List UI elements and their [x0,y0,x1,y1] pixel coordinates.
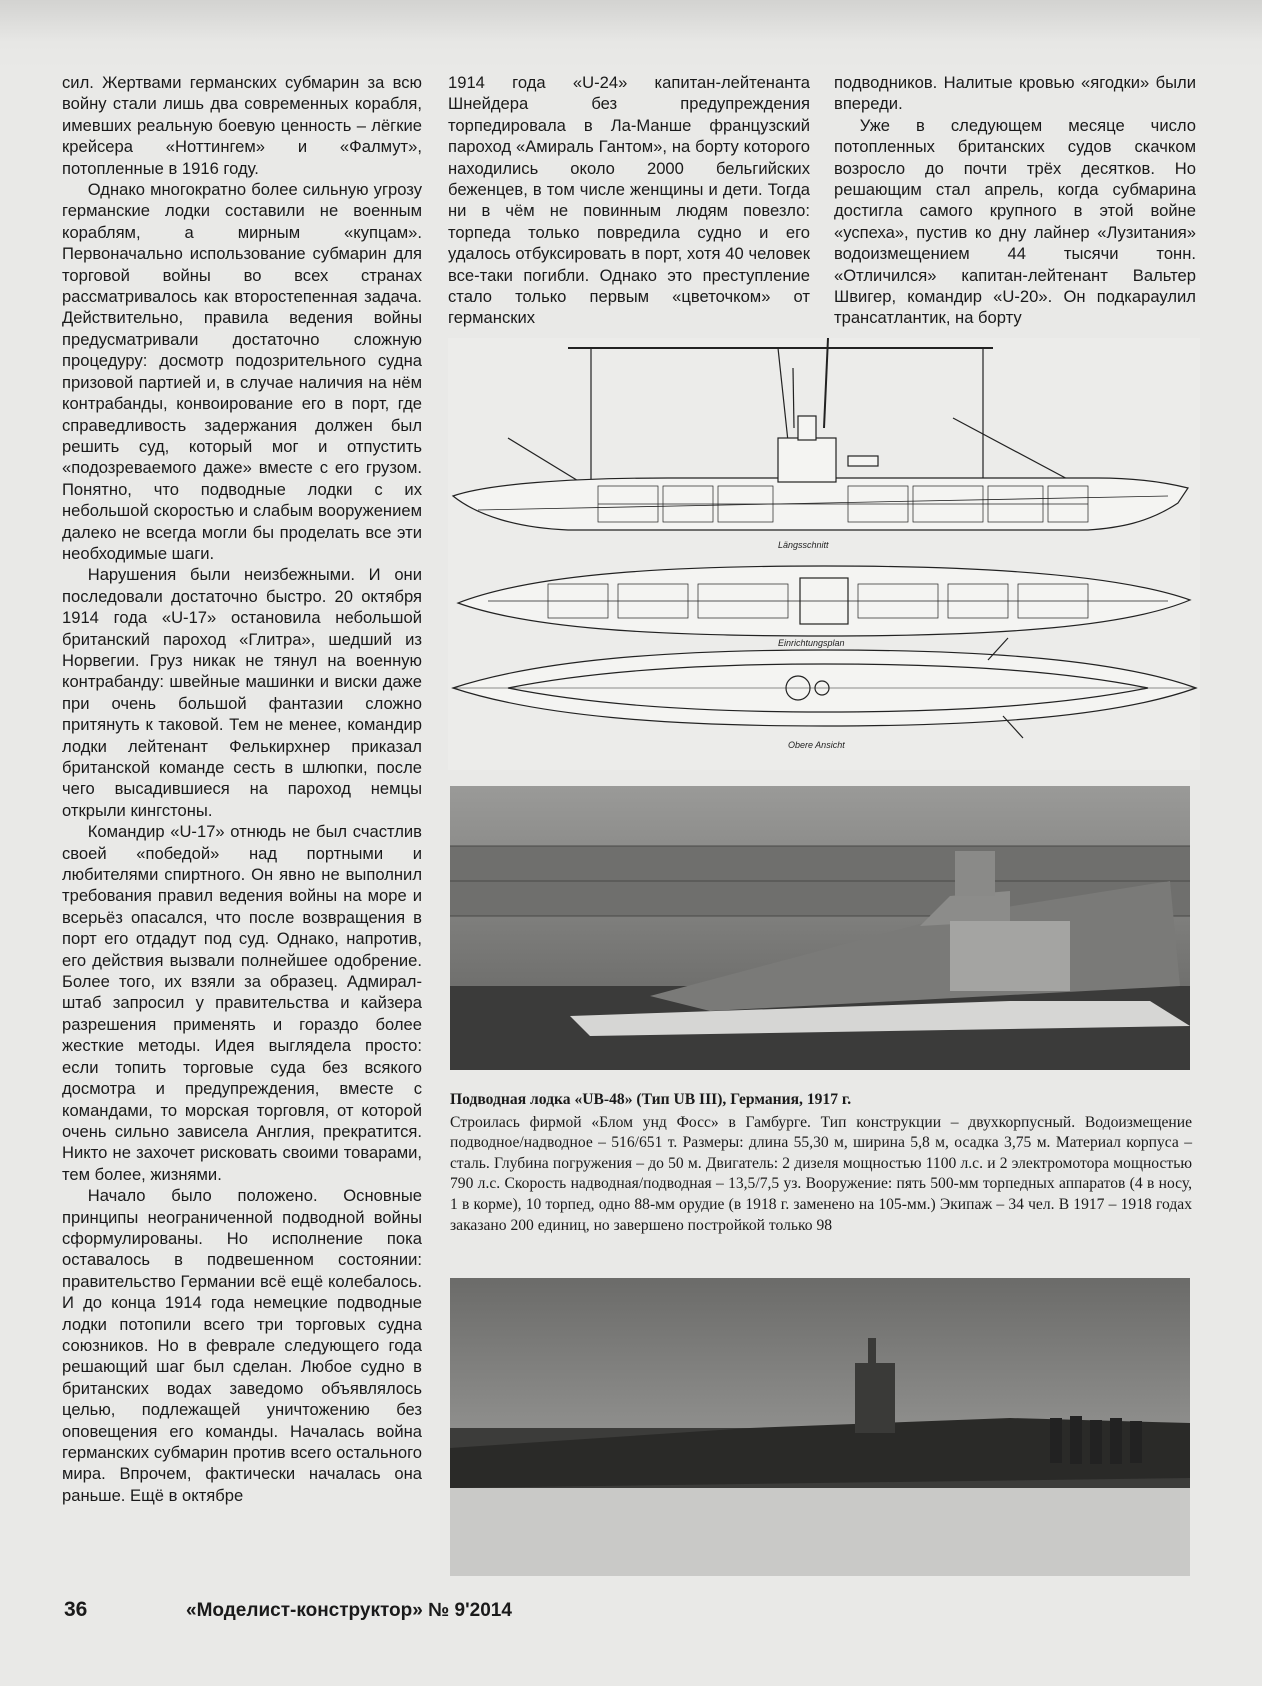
article-column-3 [834,72,1196,329]
submarine-technical-drawing [448,338,1200,770]
photo-submarine-launch [450,786,1190,1070]
paragraph: Уже в следующем месяце число потопленных британских судов скачком возросло до почти трёх десятков. Но решающим стал апрель, когда субмарина достигла самого крупного в этой войне «успеха», пустив ко дну лайнер «Лузитания» водоизмещением 44 тысячи тонн. «Отличился» капитан-лейтенант Вальтер Швигер, командир «U-20». Он подкараулил трансатлантик, на борту [834,115,1196,328]
paragraph: Начало было положено. Основные принципы неограниченной подводной войны сформулированы. Но исполнение пока оставалось в подвешенном состоянии: правительство Германии всё ещё колебалось. И до конца 1914 года немецкие подводные лодки потопили всего три торговых судна союзников. Но в феврале следующего года решающий шаг был сделан. Любое судно в британских водах заведомо объявлялось целью, подлежащей уничтожению без оповещения его команды. Началась война германских субмарин против всего остального мира. Впрочем, фактически началась она раньше. Ещё в октябре [62,1186,422,1505]
photo-submarine-launch-svg [450,786,1190,1070]
paragraph: сил. Жертвами германских субмарин за всю войну стали лишь два современных корабля, имевших реальную боевую ценность – лёгкие крейсера «Ноттингем» и «Фалмут», потопленные в 1916 году. [62,73,422,178]
caption-title: Подводная лодка «UB-48» (Тип UB III), Германия, 1917 г. [450,1091,852,1108]
submarine-drawing-svg [448,338,1200,770]
scan-top-bleed [0,0,1262,70]
label-side-view: Längsschnitt [778,540,829,550]
photo-submarine-shore [450,1278,1190,1576]
article-column-2 [448,72,810,329]
photo-submarine-shore-svg [450,1278,1190,1576]
paragraph: Нарушения были неизбежными. И они последовали достаточно быстро. 20 октября 1914 года «U-17» остановила небольшой британский пароход «Глитра», шедший из Норвегии. Груз никак не тянул на военную контрабанду: швейные машинки и виски даже при очень большой фантазии сложно притянуть к таковой. Тем не менее, командир лодки лейтенант Фелькирхнер приказал британской команде сесть в шлюпки, после чего высадившиеся на пароход немцы открыли кингстоны. [62,565,422,820]
page-number: 36 [64,1598,88,1621]
caption-body: Строилась фирмой «Блом унд Фосс» в Гамбурге. Тип конструкции – двухкорпусный. Водоизмещение подводное/надводное – 516/651 т. Размеры: длина 55,30 м, ширина 5,8 м, осадка 3,75 м. Материал корпуса – сталь. Глубина погружения – до 50 м. Двигатель: 2 дизеля мощностью 1100 л.с. и 2 электромотора мощностью 790 л.с. Скорость надводная/подводная – 13,5/7,5 уз. Вооружение: пять 500-мм торпедных аппаратов (4 в носу, 1 в корме), 10 торпед, одно 88-мм орудие (в 1918 г. заменено на 105-мм.) Экипаж – 34 чел. В 1917 – 1918 годах заказано 200 единиц, но завершено постройкой только 98 [450,1113,1192,1234]
paragraph: подводников. Налитые кровью «ягодки» были впереди. [834,73,1196,114]
paragraph: Командир «U-17» отнюдь не был счастлив своей «победой» над портными и любителями спиртного. Он явно не выполнил требования правил ведения войны на море и всерьёз опасался, что после возвращения в порт его отдадут под суд. Однако, напротив, его действия вызвали полнейшее одобрение. Более того, их взяли за образец. Адмирал-штаб запросил у правительства и кайзера разрешения применять и гораздо более жесткие методы. Идея выглядела просто: если топить торговые суда без всякого досмотра и предупреждения, вместе с командами, то морская торговля, от которой очень сильно зависела Англия, прекратится. Никто не захочет рисковать своими товарами, тем более, жизнями. [62,822,422,1184]
figure-caption [450,1090,1192,1236]
journal-title: «Моделист-конструктор» № 9'2014 [186,1600,512,1621]
paragraph: Однако многократно более сильную угрозу германские лодки составили не военным кораблям, а мирным «купцам». Первоначально использование субмарин для торговой войны во всех странах рассматривалось как второстепенная задача. Действительно, правила ведения войны предусматривали достаточно сложную процедуру: досмотр подозрительного судна призовой партией и, в случае наличия на нём контрабанды, конвоирование его в порт, где справедливость задержания должен был решить суд, который мог и отпустить «подозреваемого даже» вместе с его грузом. Понятно, что подводные лодки с их небольшой скоростью и слабым вооружением далеко не всегда могли бы проделать все эти необходимые шаги. [62,180,422,563]
paragraph: 1914 года «U-24» капитан-лейтенанта Шнейдера без предупреждения торпедировала в Ла-Манше французский пароход «Амираль Гантом», на борту которого находились около 2000 бельгийских беженцев, в том числе женщины и дети. Тогда ни в чём не повинным людям повезло: торпеда только повредила судно и его удалось отбуксировать в порт, хотя 40 человек все-таки погибли. Однако это преступление стало только первым «цветочком» от германских [448,73,810,328]
label-top-view: Obere Ansicht [788,740,845,750]
label-plan-view: Einrichtungsplan [778,638,845,648]
article-column-1 [62,72,422,1572]
